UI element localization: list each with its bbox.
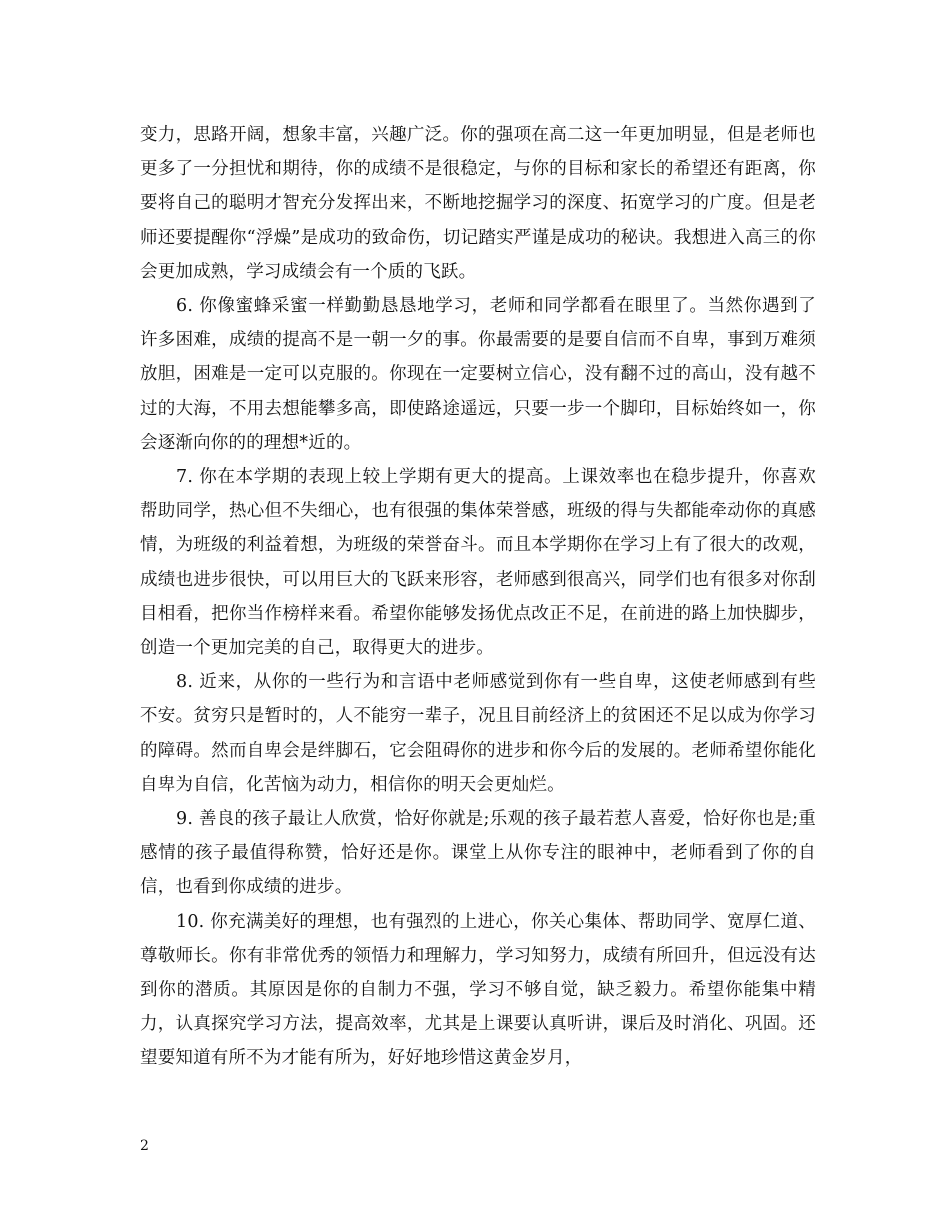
document-body xyxy=(140,118,816,1076)
paragraph-item-8: 8. 近来，从你的一些行为和言语中老师感觉到你有一些自卑，这使老师感到有些不安。贫穷只是暂时的，人不能穷一辈子，况且目前经济上的贫困还不足以成为你学习的障碍。然而自卑会是绊脚石，它会阻碍你的进步和你今后的发展的。老师希望你能化自卑为自信，化苦恼为动力，相信你的明天会更灿烂。 xyxy=(140,672,816,795)
paragraph-continuation: 变力，思路开阔，想象丰富，兴趣广泛。你的强项在高二这一年更加明显，但是老师也更多了一分担忧和期待，你的成绩不是很稳定，与你的目标和家长的希望还有距离，你要将自己的聪明才智充分发挥出来，不断地挖掘学习的深度、拓宽学习的广度。但是老师还要提醒你“浮燥”是成功的致命伤，切记踏实严谨是成功的秘诀。我想进入高三的你会更加成熟，学习成绩会有一个质的飞跃。 xyxy=(140,125,816,282)
paragraph-item-6: 6. 你像蜜蜂采蜜一样勤勤恳恳地学习，老师和同学都看在眼里了。当然你遇到了许多困难，成绩的提高不是一朝一夕的事。你最需要的是要自信而不自卑，事到万难须放胆，困难是一定可以克服的。你现在一定要树立信心，没有翻不过的高山，没有越不过的大海，不用去想能攀多高，即使路途遥远，只要一步一个脚印，目标始终如一，你会逐渐向你的的理想*近的。 xyxy=(140,296,816,453)
paragraph-item-7: 7. 你在本学期的表现上较上学期有更大的提高。上课效率也在稳步提升，你喜欢帮助同学，热心但不失细心，也有很强的集体荣誉感，班级的得与失都能牵动你的真感情，为班级的利益着想，为班级的荣誉奋斗。而且本学期你在学习上有了很大的改观，成绩也进步很快，可以用巨大的飞跃来形容，老师感到很高兴，同学们也有很多对你刮目相看，把你当作榜样来看。希望你能够发扬优点改正不足，在前进的路上加快脚步，创造一个更加完美的自己，取得更大的进步。 xyxy=(140,467,816,659)
paragraph-item-9: 9. 善良的孩子最让人欣赏，恰好你就是;乐观的孩子最若惹人喜爱，恰好你也是;重感情的孩子最值得称赞，恰好还是你。课堂上从你专注的眼神中，老师看到了你的自信，也看到你成绩的进步。 xyxy=(140,809,816,898)
page-number: 2 xyxy=(140,1138,149,1154)
paragraph-item-10: 10. 你充满美好的理想，也有强烈的上进心，你关心集体、帮助同学、宽厚仁道、尊敬师长。你有非常优秀的领悟力和理解力，学习知努力，成绩有所回升，但远没有达到你的潜质。其原因是你的自制力不强，学习不够自觉，缺乏毅力。希望你能集中精力，认真探究学习方法，提高效率，尤其是上课要认真听讲，课后及时消化、巩固。还望要知道有所不为才能有所为，好好地珍惜这黄金岁月， xyxy=(140,911,816,1069)
